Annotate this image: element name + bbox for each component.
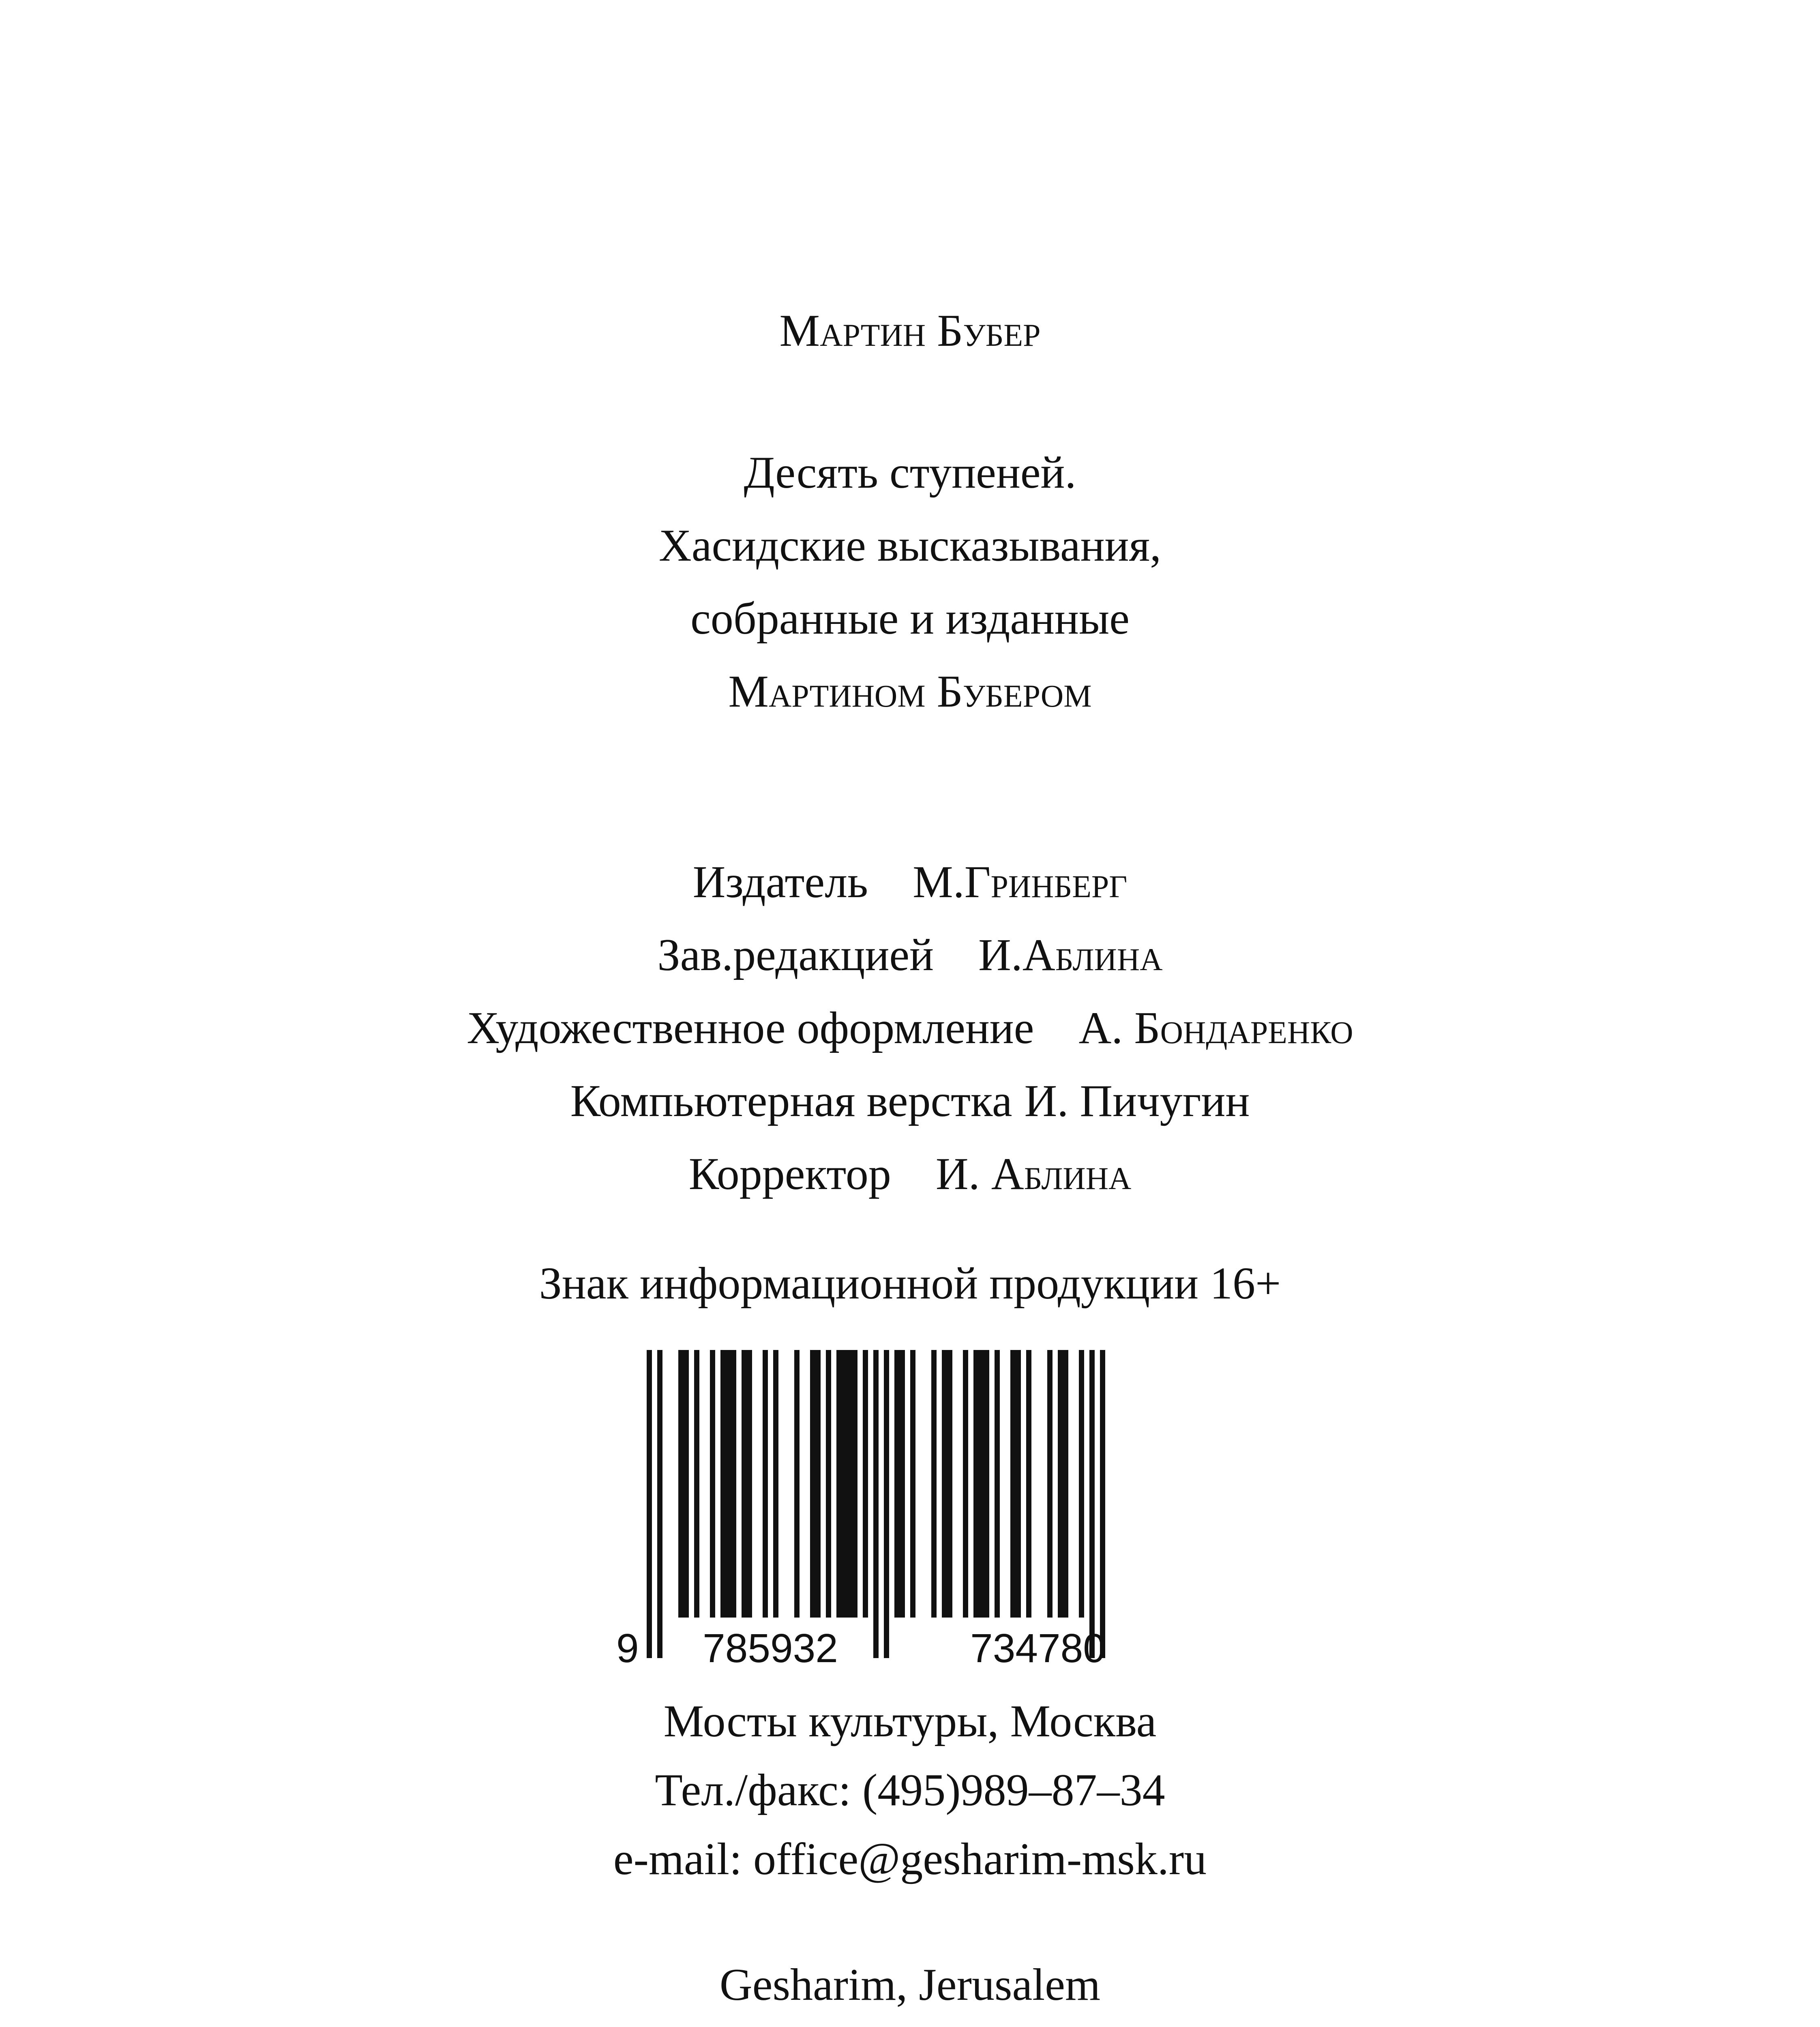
age-rating: Знак информационной продукции 16+ (539, 1258, 1281, 1309)
barcode-guard-bar (657, 1350, 662, 1658)
credit-design (0, 1005, 1820, 1051)
barcode-bar (710, 1350, 715, 1618)
barcode-bar (931, 1350, 937, 1618)
barcode-bar (942, 1350, 952, 1618)
jerusalem-line-1: Gesharim, Jerusalem (719, 1960, 1101, 2010)
barcode-right-group: 734780 (970, 1626, 1106, 1666)
title-line-3: собранные и изданные (690, 594, 1130, 644)
barcode-left-group: 785932 (703, 1626, 838, 1666)
barcode-guard-bar (647, 1350, 652, 1658)
isbn-barcode (608, 1350, 1200, 1666)
barcode-bar (794, 1350, 800, 1618)
barcode-guard-bar (1089, 1350, 1095, 1658)
credit-name: И.Аблина (978, 930, 1163, 980)
barcode-guard-bar (884, 1350, 889, 1658)
barcode-bar (963, 1350, 968, 1618)
barcode-bar (720, 1350, 736, 1618)
title-line-4: Мартином Бубером (728, 666, 1092, 717)
barcode-bar (1047, 1350, 1053, 1618)
barcode-bar (694, 1350, 699, 1618)
barcode-bar (910, 1350, 915, 1618)
credit-layout (0, 1078, 1820, 1124)
barcode-first-digit: 9 (616, 1626, 639, 1666)
title-line-1: Десять ступеней. (744, 448, 1076, 498)
barcode-bar (1026, 1350, 1031, 1618)
barcode-bar (1010, 1350, 1021, 1618)
barcode-bar (863, 1350, 868, 1618)
credit-name: А. Бондаренко (1078, 1003, 1353, 1053)
barcode-bar (763, 1350, 768, 1618)
barcode-bar (742, 1350, 752, 1618)
barcode-bar (894, 1350, 905, 1618)
moscow-line-3: e-mail: office@gesharim-msk.ru (613, 1834, 1207, 1884)
credit-role: Зав.редакцией (657, 930, 934, 980)
barcode-guard-bar (1100, 1350, 1105, 1658)
title-line-2: Хасидские высказывания, (658, 521, 1162, 571)
credit-name: И. Пичугин (1024, 1076, 1250, 1126)
credit-role: Издатель (692, 857, 868, 907)
credit-editor (0, 932, 1820, 978)
barcode-guard-bar (873, 1350, 879, 1658)
barcode-graphic (608, 1350, 1200, 1666)
barcode-bar (810, 1350, 821, 1618)
credit-publisher (0, 859, 1820, 905)
credit-role: Корректор (688, 1149, 891, 1199)
barcode-bar (836, 1350, 857, 1618)
barcode-bar (973, 1350, 989, 1618)
barcode-bar (826, 1350, 831, 1618)
barcode-bar (773, 1350, 778, 1618)
credit-proofreader (0, 1151, 1820, 1197)
moscow-line-1: Мосты культуры, Москва (663, 1696, 1157, 1746)
credit-name: М.Гринберг (913, 857, 1128, 907)
barcode-bar (1079, 1350, 1084, 1618)
barcode-bar (1058, 1350, 1068, 1618)
barcode-bar (678, 1350, 689, 1618)
moscow-line-2: Тел./факс: (495)989–87–34 (655, 1765, 1165, 1815)
credit-role: Компьютерная верстка (570, 1076, 1012, 1126)
barcode-bar (995, 1350, 1000, 1618)
credit-role: Художественное оформление (467, 1003, 1034, 1053)
author-name: Мартин Бубер (779, 306, 1041, 356)
credit-name: И. Аблина (935, 1149, 1132, 1199)
